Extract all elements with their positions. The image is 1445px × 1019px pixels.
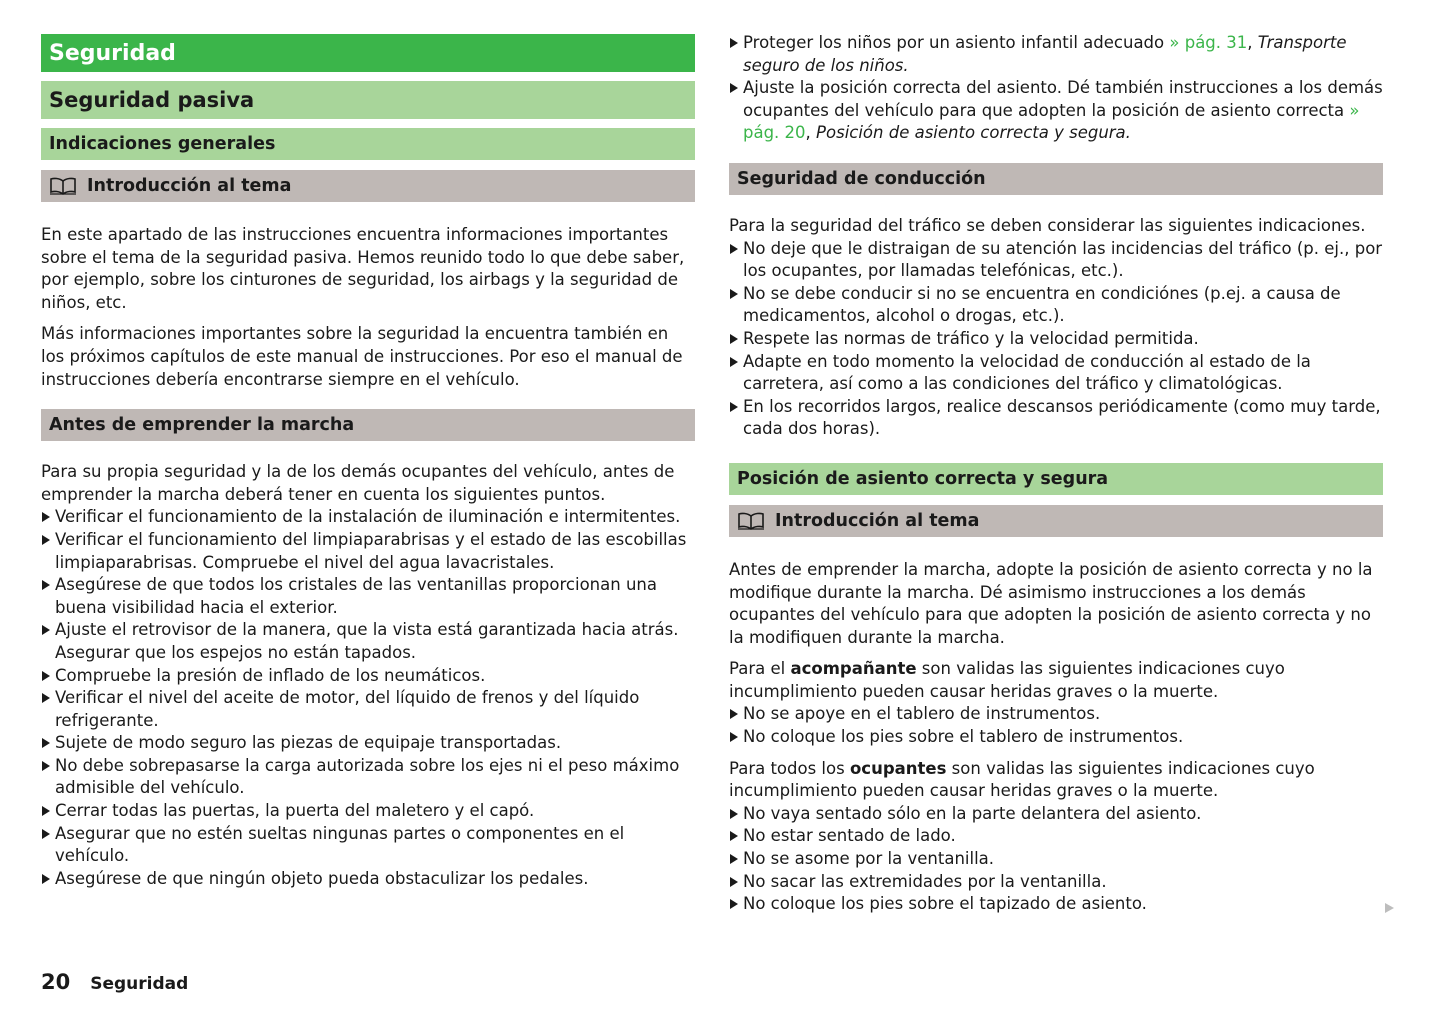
ocupantes-bold: ocupantes [849, 758, 947, 778]
acompanante-paragraph: Para el acompañante son validas las siguientes indicaciones cuyo incumplimiento pueden causar heridas graves o la muerte. [729, 659, 1285, 701]
intro-heading-label: Introducción al tema [87, 176, 292, 196]
list-item: No se debe conducir si no se encuentra en condiciónes (p.ej. a causa de medicamentos, alcohol o drogas, etc.). [729, 283, 1383, 328]
page-link[interactable]: » pág. 20 [743, 100, 1360, 143]
chapter-heading: Seguridad [41, 34, 695, 72]
antes-list [41, 506, 695, 890]
list-item: No coloque los pies sobre el tapizado de asiento. [729, 893, 1383, 916]
list-item: Verificar el nivel del aceite de motor, del líquido de frenos y del líquido refrigerante. [41, 687, 695, 732]
ocupantes-list [729, 803, 1383, 916]
right-column [729, 32, 1383, 916]
list-item: Verificar el funcionamiento del limpiaparabrisas y el estado de las escobillas limpiaparabrisas. Compruebe el nivel del agua lavacristales. [41, 529, 695, 574]
item-text: Proteger los niños por un asiento infantil adecuado [743, 33, 1170, 52]
acompanante-bold: acompañante [790, 659, 917, 679]
item-reference: Transporte seguro de los niños. [743, 33, 1347, 75]
list-item: Compruebe la presión de inflado de los neumáticos. [41, 665, 695, 688]
item-reference: Posición de asiento correcta y segura. [816, 123, 1131, 143]
list-item: No vaya sentado sólo en la parte delantera del asiento. [729, 803, 1383, 826]
open-book-icon [49, 177, 77, 195]
item-text: Ajuste la posición correcta del asiento. Dé también instrucciones a los demás ocupantes del vehículo para que adopten la posición de asiento correcta [743, 78, 1383, 120]
list-item: Asegúrese de que ningún objeto pueda obstaculizar los pedales. [41, 868, 695, 891]
list-item: Asegúrese de que todos los cristales de las ventanillas proporcionan una buena visibilidad hacia el exterior. [41, 574, 695, 619]
intro-heading-label: Introducción al tema [775, 510, 980, 531]
footer-chapter: Seguridad [90, 974, 189, 994]
posicion-heading: Posición de asiento correcta y segura [729, 463, 1383, 495]
list-item: No se asome por la ventanilla. [729, 848, 1383, 871]
list-item: Sujete de modo seguro las piezas de equipaje transportadas. [41, 732, 695, 755]
page-number: 20 [41, 970, 71, 994]
list-item: No deje que le distraigan de su atención las incidencias del tráfico (p. ej., por los ocupantes, por llamadas telefónicas, etc.). [729, 238, 1383, 283]
list-item: No sacar las extremidades por la ventanilla. [729, 871, 1383, 894]
antes-intro: Para su propia seguridad y la de los demás ocupantes del vehículo, antes de emprender la marcha deberá tener en cuenta los siguientes puntos. [41, 462, 675, 504]
list-item: Adapte en todo momento la velocidad de conducción al estado de la carretera, así como a las condiciones del tráfico y climatológicas. [729, 351, 1383, 396]
list-item: No debe sobrepasarse la carga autorizada sobre los ejes ni el peso máximo admisible del vehículo. [41, 755, 695, 800]
acompanante-list [729, 703, 1383, 748]
list-item: En los recorridos largos, realice descansos periódicamente (como muy tarde, cada dos horas). [729, 396, 1383, 441]
list-item: No estar sentado de lado. [729, 825, 1383, 848]
list-item: No coloque los pies sobre el tablero de instrumentos. [729, 726, 1383, 749]
list-item: Ajuste el retrovisor de la manera, que la vista está garantizada hacia atrás. Asegurar que los espejos no están tapados. [41, 619, 695, 664]
subsection-heading: Indicaciones generales [41, 128, 695, 160]
page-footer [41, 970, 188, 994]
page-link[interactable]: » pág. 31 [1169, 33, 1248, 52]
conduccion-list [729, 238, 1383, 441]
list-item: No se apoye en el tablero de instrumentos. [729, 703, 1383, 726]
open-book-icon [737, 512, 765, 530]
intro-paragraph-1: En este apartado de las instrucciones encuentra informaciones importantes sobre el tema de la seguridad pasiva. Hemos reunido todo lo que debe saber, por ejemplo, sobre los cinturones de seguridad, los airbags y la seguridad de niños, etc. [41, 225, 685, 312]
posicion-intro: Antes de emprender la marcha, adopte la posición de asiento correcta y no la modifique durante la marcha. Dé asimismo instrucciones a los demás ocupantes del vehículo para que adopten la posición de asiento correcta y no la modifiquen durante la marcha. [729, 559, 1373, 647]
list-item: Proteger los niños por un asiento infantil adecuado » pág. 31, Transporte seguro de los niños. [729, 32, 1383, 77]
ocupantes-paragraph: Para todos los ocupantes son validas las siguientes indicaciones cuyo incumplimiento pueden causar heridas graves o la muerte. [729, 758, 1315, 801]
list-item: Cerrar todas las puertas, la puerta del maletero y el capó. [41, 800, 695, 823]
top-list [729, 32, 1383, 145]
intro-heading-right [729, 505, 1383, 537]
conduccion-heading: Seguridad de conducción [729, 163, 1383, 195]
section-heading: Seguridad pasiva [41, 81, 695, 119]
antes-heading: Antes de emprender la marcha [41, 409, 695, 441]
intro-heading [41, 170, 695, 202]
list-item: Asegurar que no estén sueltas ningunas partes o componentes en el vehículo. [41, 823, 695, 868]
intro-paragraph-2: Más informaciones importantes sobre la seguridad la encuentra también en los próximos capítulos de este manual de instrucciones. Por eso el manual de instrucciones debería encontrarse siempre en el vehículo. [41, 324, 683, 389]
conduccion-intro: Para la seguridad del tráfico se deben considerar las siguientes indicaciones. [729, 215, 1366, 235]
list-item: Verificar el funcionamiento de la instalación de iluminación e intermitentes. [41, 506, 695, 529]
list-item: Respete las normas de tráfico y la velocidad permitida. [729, 328, 1383, 351]
left-column [41, 34, 695, 890]
continue-arrow-icon [1385, 903, 1394, 913]
list-item: Ajuste la posición correcta del asiento. Dé también instrucciones a los demás ocupantes del vehículo para que adopten la posición de asiento correcta » pág. 20, Posición de asiento correcta y segura. [729, 77, 1383, 145]
